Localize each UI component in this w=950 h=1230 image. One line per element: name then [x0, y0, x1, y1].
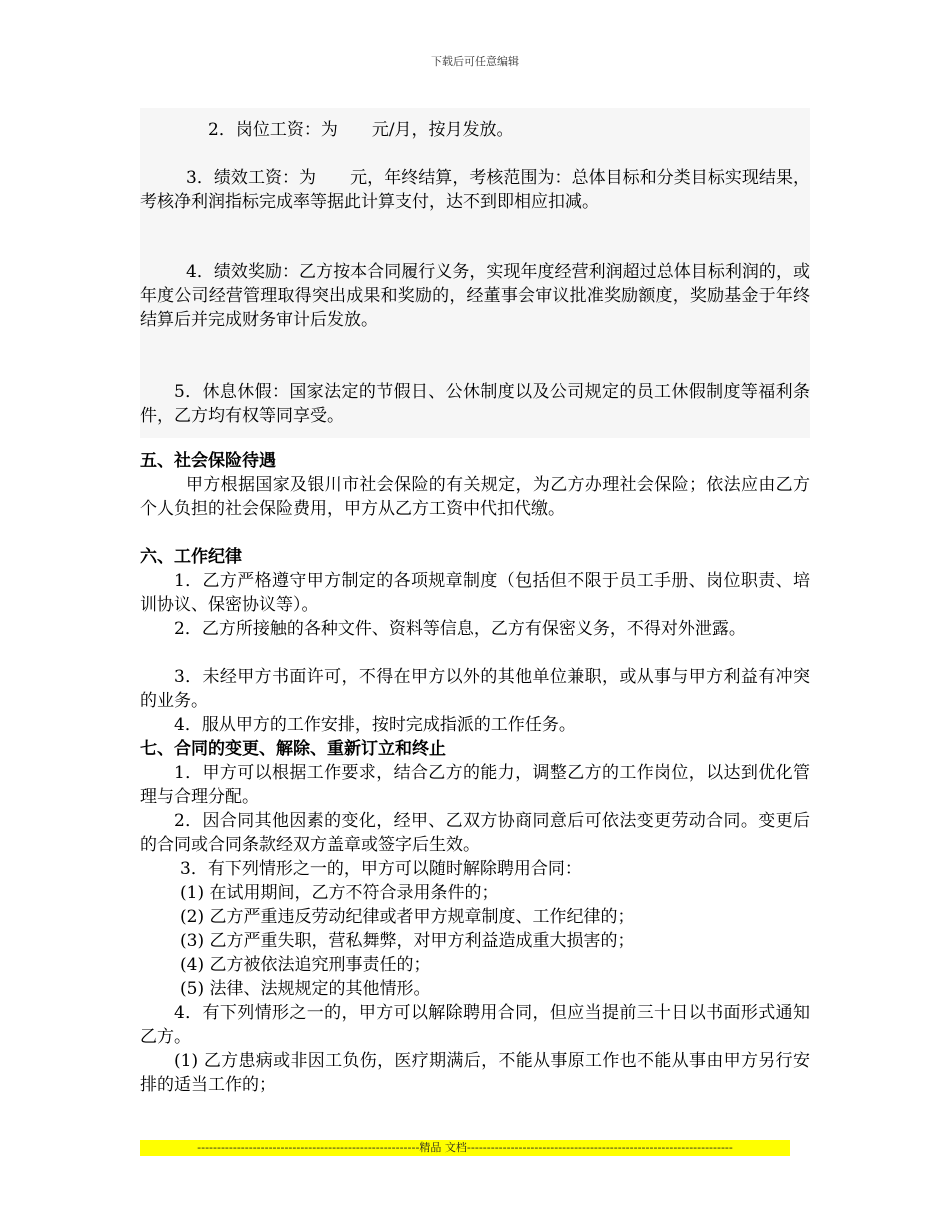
- section-6-item-4: 4．服从甲方的工作安排，按时完成指派的工作任务。: [174, 715, 576, 735]
- paragraph-performance-salary: 3．绩效工资：为 元，年终结算，考核范围为：总体目标和分类目标实现结果，考核净利润指标完成率等据此计算支付，达不到即相应扣减。: [140, 168, 810, 212]
- section-7-item-3-sub-1: (1) 在试用期间，乙方不符合录用条件的；: [180, 883, 499, 903]
- section-7-item-3: 3．有下列情形之一的，甲方可以随时解除聘用合同：: [180, 859, 582, 879]
- section-6-title: 六、工作纪律: [140, 547, 242, 567]
- section-7-item-4: 4．有下列情形之一的，甲方可以解除聘用合同，但应当提前三十日以书面形式通知乙方。: [140, 1003, 810, 1047]
- section-7-title: 七、合同的变更、解除、重新订立和终止: [140, 739, 446, 759]
- section-7-item-2: 2．因合同其他因素的变化，经甲、乙双方协商同意后可依法变更劳动合同。变更后的合同或合同条款经双方盖章或签字后生效。: [140, 811, 810, 855]
- paragraph-performance-bonus: 4．绩效奖励：乙方按本合同履行义务，实现年度经营利润超过总体目标利润的，或年度公司经营管理取得突出成果和奖励的，经董事会审议批准奖励额度，奖励基金于年终结算后并完成财务审计后发放。: [140, 262, 810, 330]
- section-7-item-4-sub-1: (1) 乙方患病或非因工负伤，医疗期满后，不能从事原工作也不能从事由甲方另行安排的适当工作的；: [140, 1051, 810, 1095]
- section-5-paragraph: 甲方根据国家及银川市社会保险的有关规定，为乙方办理社会保险；依法应由乙方个人负担的社会保险费用，甲方从乙方工资中代扣代缴。: [140, 475, 810, 519]
- paragraph-rest-leave: 5．休息休假：国家法定的节假日、公休制度以及公司规定的员工休假制度等福利条件，乙方均有权等同享受。: [140, 382, 810, 426]
- section-7-item-3-sub-3: (3) 乙方严重失职，营私舞弊，对甲方利益造成重大损害的；: [180, 931, 635, 951]
- page-footer: --------------------------------------------------------精品 文档-------------------------------------------------------------------: [140, 1140, 790, 1156]
- section-7-item-1: 1．甲方可以根据工作要求，结合乙方的能力，调整乙方的工作岗位，以达到优化管理与合理分配。: [140, 763, 810, 807]
- section-6-item-3: 3．未经甲方书面许可，不得在甲方以外的其他单位兼职，或从事与甲方利益有冲突的业务。: [140, 667, 810, 711]
- section-6-item-2: 2．乙方所接触的各种文件、资料等信息，乙方有保密义务，不得对外泄露。: [174, 619, 746, 639]
- section-7-item-3-sub-4: (4) 乙方被依法追究刑事责任的；: [180, 955, 431, 975]
- page-header: 下载后可任意编辑: [431, 55, 519, 68]
- section-7-item-3-sub-5: (5) 法律、法规规定的其他情形。: [180, 979, 431, 999]
- section-6-item-1: 1．乙方严格遵守甲方制定的各项规章制度（包括但不限于员工手册、岗位职责、培训协议、保密协议等）。: [140, 571, 810, 615]
- paragraph-post-salary: 2．岗位工资：为 元/月，按月发放。: [208, 120, 514, 140]
- section-5-title: 五、社会保险待遇: [140, 451, 276, 471]
- section-7-item-3-sub-2: (2) 乙方严重违反劳动纪律或者甲方规章制度、工作纪律的；: [180, 907, 635, 927]
